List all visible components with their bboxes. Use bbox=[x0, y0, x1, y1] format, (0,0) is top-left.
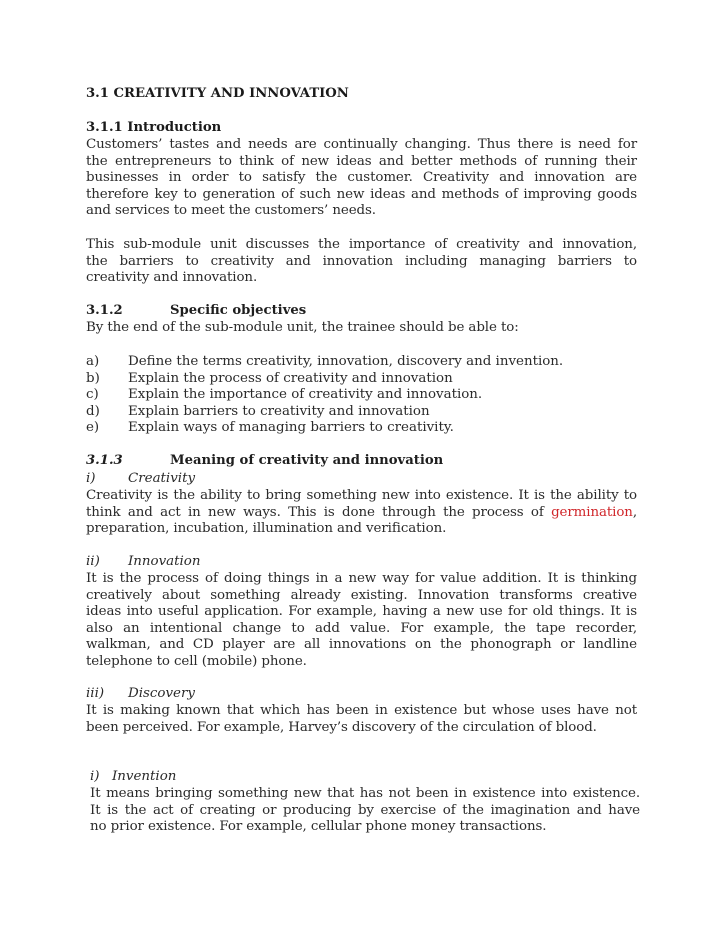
meaning-heading: Meaning of creativity and innovation bbox=[170, 453, 444, 468]
list-item bbox=[86, 420, 646, 437]
text-line: no prior existence. For example, cellular phone money transactions. bbox=[90, 819, 547, 835]
text-line: ideas into useful application. For example, having a new use for old things. It is bbox=[86, 604, 637, 620]
text-line: It is the process of doing things in a new way for value addition. It is thinking bbox=[86, 571, 637, 586]
text-line: Customers’ tastes and needs are continually changing. Thus there is need for bbox=[86, 137, 637, 152]
text-line: creatively about something already existing. Innovation transforms creative bbox=[86, 587, 637, 603]
invention-subheading: Invention bbox=[112, 769, 177, 784]
text-line: also an intentional change to add value. For example, the tape recorder, bbox=[86, 620, 637, 636]
text-line: It is the act of creating or producing by exercise of the imagination and have bbox=[90, 802, 640, 818]
text-line: telephone to cell (mobile) phone. bbox=[86, 653, 307, 669]
intro-heading: 3.1.1 Introduction bbox=[86, 120, 222, 135]
text-line: the barriers to creativity and innovation including managing barriers to bbox=[86, 253, 637, 269]
text-line: been perceived. For example, Harvey’s discovery of the circulation of blood. bbox=[86, 719, 597, 735]
objectives-list bbox=[86, 354, 646, 437]
list-item-text: Explain the importance of creativity and innovation. bbox=[128, 387, 483, 403]
intro-paragraph-2 bbox=[86, 237, 637, 287]
list-marker: b) bbox=[86, 370, 100, 386]
chapter-heading: 3.1 CREATIVITY AND INNOVATION bbox=[86, 86, 349, 101]
objectives-lead bbox=[86, 320, 637, 337]
list-marker: c) bbox=[86, 387, 99, 403]
text-line: creativity and innovation. bbox=[86, 270, 258, 286]
creativity-subheading: Creativity bbox=[128, 471, 196, 486]
list-item-text: Explain ways of managing barriers to creativity. bbox=[128, 420, 454, 436]
objectives-number: 3.1.2 bbox=[86, 303, 123, 318]
list-item-text: Explain barriers to creativity and innovation bbox=[128, 403, 430, 419]
text-line-start: think and act in new ways. This is done through the process of bbox=[86, 504, 552, 520]
text-line: businesses in order to satisfy the customer. Creativity and innovation are bbox=[86, 170, 637, 186]
highlighted-word: germination bbox=[551, 504, 633, 520]
list-item bbox=[86, 387, 646, 404]
discovery-paragraph bbox=[86, 703, 637, 736]
list-item bbox=[86, 371, 646, 388]
list-marker: e) bbox=[86, 420, 100, 436]
text-line: walkman, and CD player are all innovations on the phonograph or landline bbox=[86, 637, 637, 653]
text-line: Creativity is the ability to bring something new into existence. It is the ability to bbox=[86, 488, 637, 503]
creativity-paragraph bbox=[86, 488, 637, 538]
text-line: By the end of the sub-module unit, the trainee should be able to: bbox=[86, 320, 519, 335]
list-marker: a) bbox=[86, 354, 100, 369]
text-line: and services to meet the customers’ needs. bbox=[86, 203, 376, 219]
text-line: This sub-module unit discusses the importance of creativity and innovation, bbox=[86, 237, 637, 252]
discovery-subheading: Discovery bbox=[128, 686, 195, 701]
objectives-heading: Specific objectives bbox=[170, 303, 307, 318]
list-item-text: Explain the process of creativity and innovation bbox=[128, 370, 453, 386]
text-line: It is making known that which has been in existence but whose uses have not bbox=[86, 703, 637, 718]
invention-paragraph bbox=[90, 786, 640, 836]
discovery-marker: iii) bbox=[86, 686, 105, 701]
list-item-text: Define the terms creativity, innovation, discovery and invention. bbox=[128, 354, 564, 369]
innovation-marker: ii) bbox=[86, 554, 100, 569]
innovation-paragraph bbox=[86, 571, 637, 671]
text-line: therefore key to generation of such new ideas and methods of improving goods bbox=[86, 186, 637, 202]
invention-marker: i) bbox=[90, 769, 100, 784]
list-item bbox=[86, 404, 646, 421]
intro-paragraph-1 bbox=[86, 137, 637, 220]
text-line: preparation, incubation, illumination and verification. bbox=[86, 521, 447, 537]
text-punctuation: , bbox=[632, 504, 637, 520]
meaning-number: 3.1.3 bbox=[86, 453, 123, 468]
list-item bbox=[86, 354, 646, 371]
creativity-marker: i) bbox=[86, 471, 96, 486]
list-marker: d) bbox=[86, 403, 100, 419]
text-line bbox=[86, 505, 637, 522]
innovation-subheading: Innovation bbox=[128, 554, 201, 569]
text-line: the entrepreneurs to think of new ideas and better methods of running their bbox=[86, 153, 637, 169]
text-line: It means bringing something new that has not been in existence into existence. bbox=[90, 786, 640, 801]
